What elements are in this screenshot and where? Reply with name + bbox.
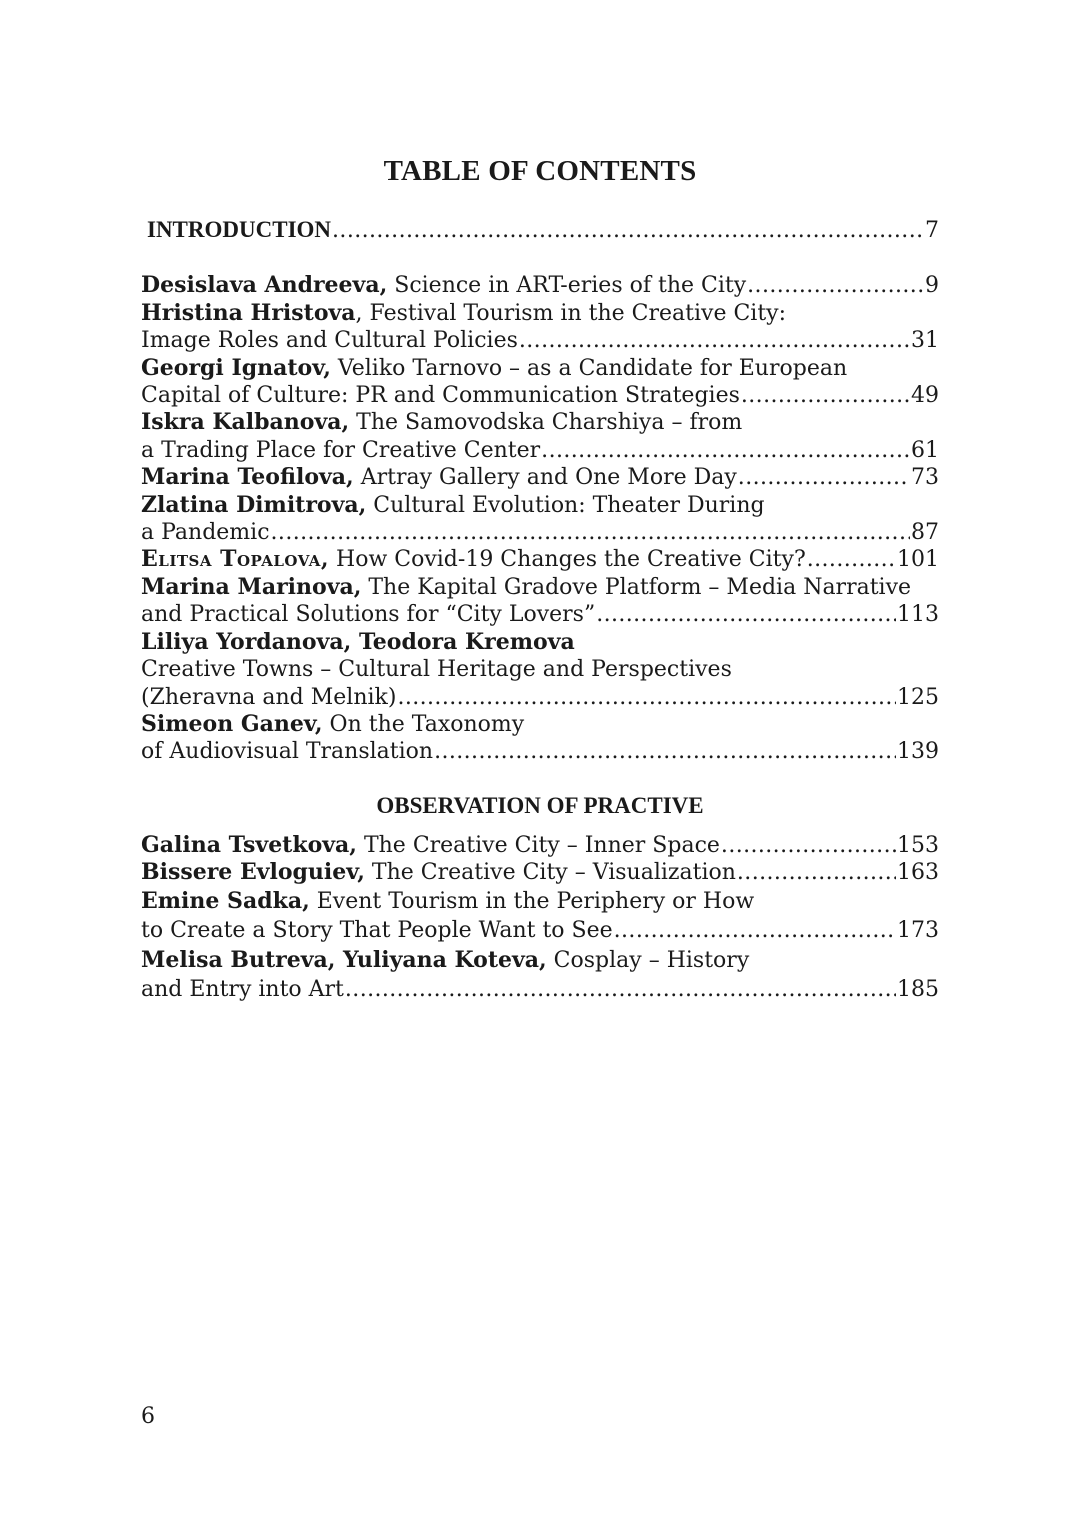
page-number: 6 (141, 1404, 155, 1429)
toc-title-cont: and Practical Solutions for “City Lovers” (141, 602, 596, 628)
section-heading: OBSERVATION OF PRACTIVE (376, 793, 704, 818)
toc-author: Galina Tsvetkova, (141, 832, 357, 858)
toc-title: Science in ART-eries of the City (387, 273, 747, 299)
toc-title-cont: a Pandemic (141, 520, 270, 546)
dot-leader (397, 684, 896, 711)
dot-leader (721, 832, 896, 859)
toc-page-number: 125 (897, 684, 939, 710)
toc-title-cont: of Audiovisual Translation (141, 739, 434, 765)
toc-author: Desislava Andreeva, (141, 272, 388, 299)
toc-page-number: 49 (911, 383, 939, 409)
toc-page-number: 73 (911, 465, 939, 491)
toc-entry[interactable] (141, 859, 939, 886)
toc-title: The Creative City – Visualization (364, 860, 736, 886)
dot-leader (737, 859, 896, 886)
toc-title: Cosplay – History (546, 947, 750, 973)
toc-author: Bissere Evloguiev, (141, 859, 365, 886)
toc-author: Simeon Ganev, (141, 710, 323, 737)
toc-page-number: 173 (897, 918, 939, 944)
page-title: TABLE OF CONTENTS (383, 155, 697, 187)
toc-entry[interactable] (141, 492, 939, 547)
toc-title-cont: (Zheravna and Melnik) (141, 684, 397, 710)
toc-page-number: 31 (911, 328, 939, 354)
toc-page-number: 185 (897, 977, 939, 1003)
dot-leader (541, 437, 910, 464)
toc-page-number: 139 (897, 739, 939, 765)
toc-author: Elitsa Topalova, (141, 546, 330, 573)
toc-author: Emine Sadka, (141, 887, 310, 914)
toc-title-cont: Capital of Culture: PR and Communication Strategies (141, 383, 740, 409)
toc-entry[interactable] (141, 546, 939, 573)
toc-title: Creative Towns – Cultural Heritage and Perspectives (141, 657, 732, 683)
toc-title-cont: Image Roles and Cultural Policies (141, 328, 518, 354)
dot-leader (596, 601, 896, 628)
toc-author: Hristina Hristova (141, 299, 356, 326)
toc-page-number: 7 (925, 218, 939, 243)
dot-leader (741, 382, 910, 409)
toc-author: Zlatina Dimitrova, (141, 491, 367, 518)
toc-title: The Creative City – Inner Space (356, 833, 720, 858)
toc-entry[interactable] (141, 946, 939, 1005)
toc-title: Event Tourism in the Periphery or How (309, 888, 755, 914)
toc-page-number: 113 (897, 602, 939, 628)
dot-leader (614, 916, 896, 946)
toc-section-main (141, 216, 939, 766)
toc-entry[interactable] (141, 355, 939, 410)
toc-title: The Samovodska Charshiya – from (349, 410, 743, 436)
dot-leader (738, 464, 910, 491)
toc-entry[interactable] (141, 409, 939, 464)
toc-page-number: 9 (925, 273, 939, 299)
toc-page-number: 163 (897, 860, 939, 886)
toc-title: Veliko Tarnovo – as a Candidate for European (330, 355, 848, 381)
dot-leader (345, 975, 896, 1005)
dot-leader (434, 738, 896, 765)
toc-section-observation (141, 832, 939, 1005)
toc-title: On the Taxonomy (322, 711, 525, 737)
dot-leader (747, 272, 924, 299)
toc-entry[interactable] (141, 629, 939, 711)
toc-entry[interactable] (141, 300, 939, 355)
toc-author: Liliya Yordanova, Teodora Kremova (141, 628, 575, 655)
toc-title-cont: to Create a Story That People Want to See (141, 918, 613, 944)
toc-author: Iskra Kalbanova, (141, 409, 350, 436)
toc-title-cont: a Trading Place for Creative Center (141, 437, 541, 463)
toc-entry[interactable] (141, 464, 939, 491)
toc-title-cont: and Entry into Art (141, 977, 344, 1003)
toc-author: Marina Teofilova, (141, 464, 354, 491)
toc-author: Georgi Ignatov, (141, 354, 331, 381)
toc-entry-introduction[interactable] (141, 216, 939, 244)
toc-entry[interactable] (141, 887, 939, 946)
toc-title: Cultural Evolution: Theater During (366, 492, 765, 518)
dot-leader (807, 546, 896, 573)
dot-leader (271, 519, 910, 546)
toc-title: How Covid-19 Changes the Creative City? (329, 547, 806, 573)
toc-entry[interactable] (141, 711, 939, 766)
toc-entry[interactable] (141, 272, 939, 299)
toc-entry[interactable] (141, 832, 939, 859)
toc-page-number: 101 (897, 547, 939, 573)
toc-entry[interactable] (141, 574, 939, 629)
toc-title: The Kapital Gradove Platform – Media Narrative (361, 574, 912, 600)
toc-author: Marina Marinova, (141, 573, 362, 600)
toc-title: Artray Gallery and One More Day (353, 465, 737, 491)
dot-leader (519, 327, 910, 354)
toc-author: Melisa Butreva, Yuliyana Koteva, (141, 946, 547, 973)
toc-page-number: 153 (897, 833, 939, 858)
toc-entry-title: INTRODUCTION (147, 217, 332, 242)
toc-page-number: 87 (911, 520, 939, 546)
toc-page-number: 61 (911, 437, 939, 463)
toc-title: , Festival Tourism in the Creative City: (355, 300, 787, 326)
dot-leader (332, 217, 924, 244)
